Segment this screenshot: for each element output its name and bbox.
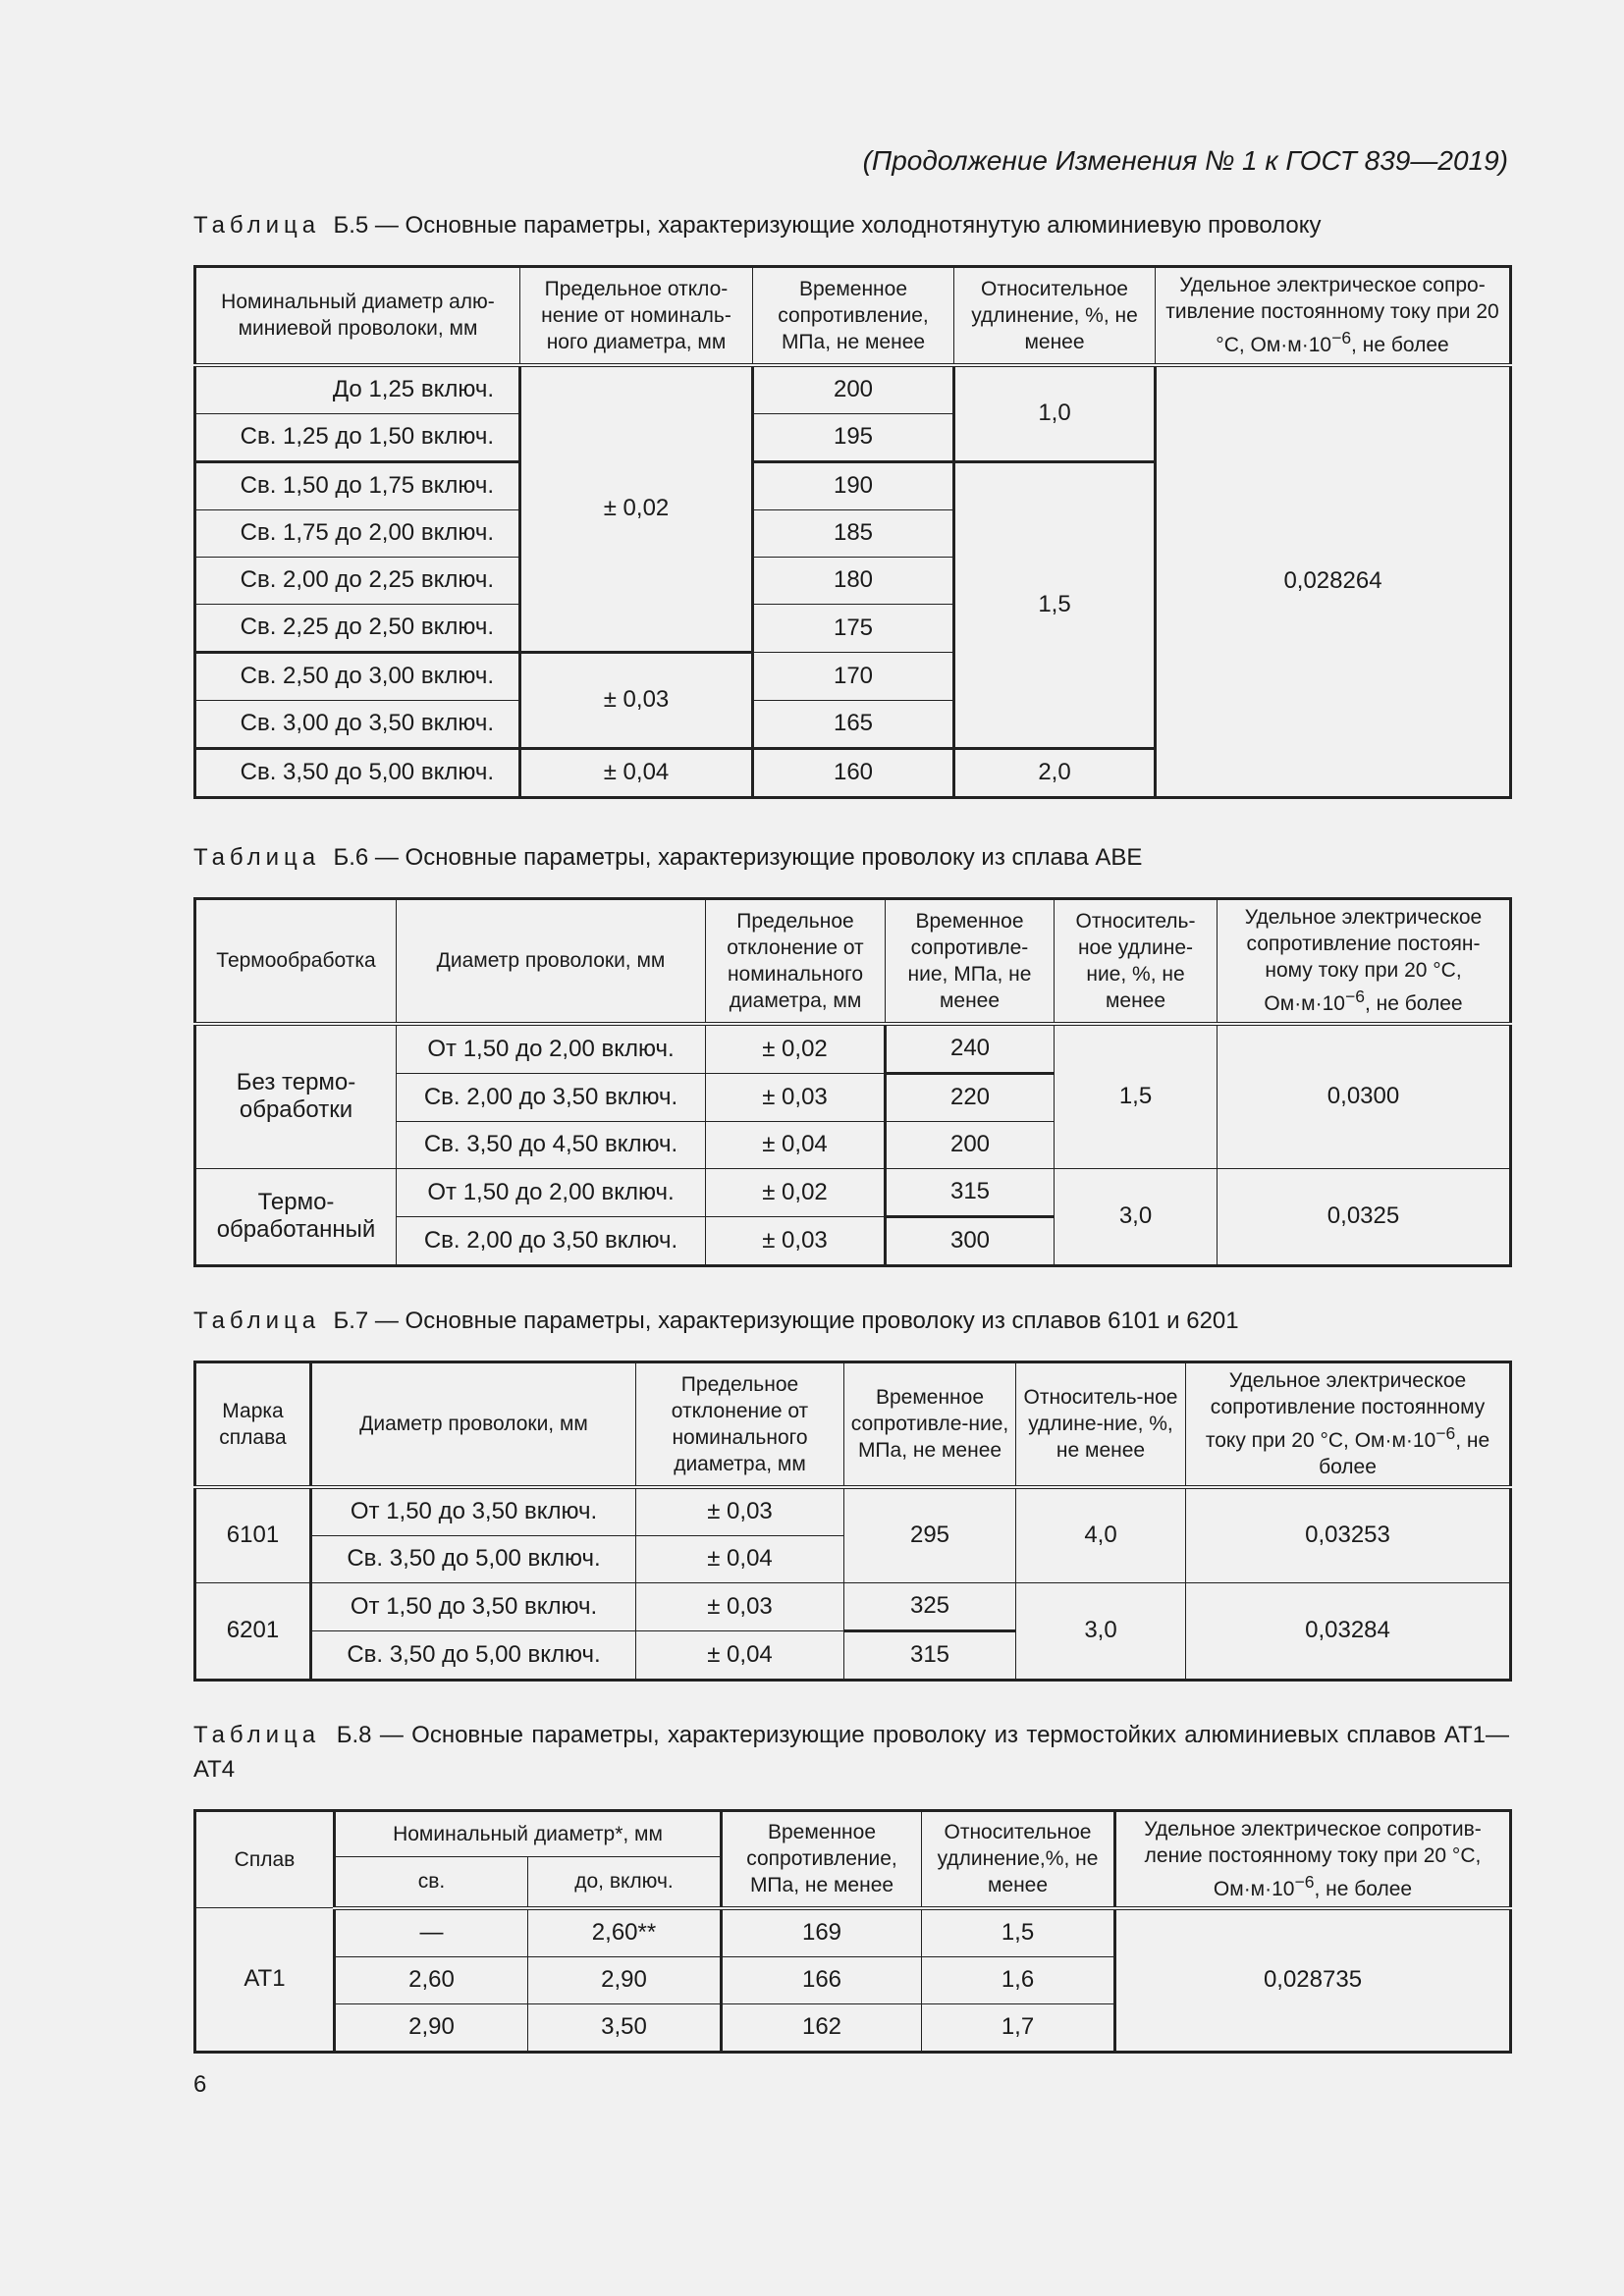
- elongation-cell: 3,0: [1055, 1168, 1218, 1265]
- deviation-cell: ± 0,03: [636, 1582, 844, 1630]
- elongation-cell: 1,0: [954, 365, 1156, 462]
- header-resistivity: Удельное электрическое сопротив-ление постоянному току при 20 °С, $Ом\cdot м\cdot 10^{-6}$, не более: [1115, 1811, 1511, 1908]
- strength-cell: 200: [753, 365, 954, 414]
- table-b7-caption: [193, 1304, 1239, 1338]
- header-strength: Временное сопротивле-ние, МПа, не менее: [886, 899, 1055, 1024]
- header-deviation: Предельное откло-нение от номиналь-ного диаметра, мм: [520, 267, 753, 365]
- strength-cell: 175: [753, 604, 954, 652]
- diameter-cell: Св. 2,00 до 2,25 включ.: [195, 557, 520, 604]
- deviation-cell: ± 0,04: [520, 748, 753, 797]
- diameter-cell: Св. 3,50 до 5,00 включ.: [311, 1630, 636, 1680]
- resistivity-cell: 0,0300: [1218, 1024, 1511, 1169]
- header-elongation: Относитель-ное удлине-ние, %, не менее: [1055, 899, 1218, 1024]
- strength-cell: 315: [844, 1630, 1016, 1680]
- header-deviation: Предельное отклонение от номинального диаметра, мм: [636, 1362, 844, 1487]
- header-elongation: Относительное удлинение,%, не менее: [922, 1811, 1115, 1908]
- elongation-cell: 4,0: [1016, 1487, 1186, 1583]
- resistivity-cell: 0,028264: [1156, 365, 1511, 798]
- diameter-cell: Св. 1,75 до 2,00 включ.: [195, 509, 520, 557]
- strength-cell: 200: [886, 1121, 1055, 1168]
- header-alloy: Сплав: [195, 1811, 335, 1908]
- to-cell: 2,90: [528, 1956, 722, 2003]
- grade-cell: 6201: [195, 1582, 311, 1680]
- table-b6: [193, 897, 1512, 1267]
- elongation-cell: 1,6: [922, 1956, 1115, 2003]
- diameter-cell: Св. 3,50 до 4,50 включ.: [397, 1121, 706, 1168]
- running-head: (Продолжение Изменения № 1 к ГОСТ 839—2019): [862, 145, 1508, 176]
- diameter-cell: Св. 3,50 до 5,00 включ.: [311, 1535, 636, 1582]
- deviation-cell: ± 0,02: [706, 1168, 886, 1216]
- diameter-cell: До 1,25 включ.: [195, 365, 520, 414]
- strength-cell: 325: [844, 1582, 1016, 1630]
- strength-cell: 295: [844, 1487, 1016, 1583]
- header-heat-treatment: Термообработка: [195, 899, 397, 1024]
- table-number: Б.8: [336, 1722, 372, 1748]
- header-diameter: Диаметр проволоки, мм: [397, 899, 706, 1024]
- header-strength: Временное сопротивление, МПа, не менее: [753, 267, 954, 365]
- table-b5: [193, 265, 1512, 799]
- header-grade: Марка сплава: [195, 1362, 311, 1487]
- table-word: Таблица: [193, 212, 321, 239]
- table-number: Б.5: [333, 212, 369, 239]
- table-word: Таблица: [193, 1308, 321, 1334]
- header-deviation: Предельное отклонение от номинального диаметра, мм: [706, 899, 886, 1024]
- from-cell: 2,60: [335, 1956, 528, 2003]
- strength-cell: 240: [886, 1024, 1055, 1074]
- diameter-cell: Св. 3,50 до 5,00 включ.: [195, 748, 520, 797]
- elongation-cell: 1,5: [1055, 1024, 1218, 1169]
- header-elongation: Относительное удлинение, %, не менее: [954, 267, 1156, 365]
- strength-cell: 160: [753, 748, 954, 797]
- deviation-cell: ± 0,04: [706, 1121, 886, 1168]
- deviation-cell: ± 0,04: [636, 1535, 844, 1582]
- strength-cell: 315: [886, 1168, 1055, 1216]
- from-cell: —: [335, 1908, 528, 1957]
- elongation-cell: 3,0: [1016, 1582, 1186, 1680]
- page-number: 6: [193, 2071, 207, 2098]
- strength-cell: 166: [722, 1956, 922, 2003]
- header-elongation: Относитель-ное удлине-ние, %, не менее: [1016, 1362, 1186, 1487]
- strength-cell: 195: [753, 413, 954, 461]
- table-b8-caption: [193, 1718, 1509, 1787]
- resistivity-cell: 0,0325: [1218, 1168, 1511, 1265]
- header-diameter: Номинальный диаметр алю-миниевой проволоки, мм: [195, 267, 520, 365]
- grade-cell: 6101: [195, 1487, 311, 1583]
- table-title: — Основные параметры, характеризующие проволоку из термостойких алюминиевых сплавов АТ1—АТ4: [193, 1722, 1510, 1783]
- table-word: Таблица: [193, 844, 321, 871]
- diameter-cell: Св. 1,25 до 1,50 включ.: [195, 413, 520, 461]
- diameter-cell: Св. 2,25 до 2,50 включ.: [195, 604, 520, 652]
- group-cell: Термо-обработанный: [195, 1168, 397, 1265]
- header-to: до, включ.: [528, 1857, 722, 1908]
- elongation-cell: 2,0: [954, 748, 1156, 797]
- table-title: — Основные параметры, характеризующие проволоку из сплава АВЕ: [374, 844, 1143, 871]
- table-title: — Основные параметры, характеризующие проволоку из сплавов 6101 и 6201: [374, 1308, 1239, 1334]
- table-b8: [193, 1809, 1512, 2054]
- elongation-cell: 1,5: [922, 1908, 1115, 1957]
- header-strength: Временное сопротивление, МПа, не менее: [722, 1811, 922, 1908]
- elongation-cell: 1,5: [954, 461, 1156, 748]
- strength-cell: 220: [886, 1073, 1055, 1121]
- strength-cell: 169: [722, 1908, 922, 1957]
- strength-cell: 170: [753, 652, 954, 700]
- resistivity-cell: 0,028735: [1115, 1908, 1511, 2053]
- strength-cell: 180: [753, 557, 954, 604]
- deviation-cell: ± 0,02: [706, 1024, 886, 1074]
- resistivity-cell: 0,03284: [1186, 1582, 1511, 1680]
- strength-cell: 162: [722, 2003, 922, 2052]
- diameter-cell: Св. 3,00 до 3,50 включ.: [195, 700, 520, 748]
- group-cell: Без термо-обработки: [195, 1024, 397, 1169]
- table-word: Таблица: [193, 1722, 321, 1748]
- table-b7: [193, 1361, 1512, 1682]
- table-number: Б.6: [333, 844, 369, 871]
- strength-cell: 190: [753, 461, 954, 509]
- table-b5-caption: [193, 208, 1322, 242]
- deviation-cell: ± 0,04: [636, 1630, 844, 1680]
- deviation-cell: ± 0,03: [706, 1073, 886, 1121]
- strength-cell: 185: [753, 509, 954, 557]
- header-resistivity: Удельное электрическое сопро-тивление постоянному току при 20 °С, $Ом\cdot м\cdot 10^{-6}$, не более: [1156, 267, 1511, 365]
- diameter-cell: Св. 2,00 до 3,50 включ.: [397, 1216, 706, 1265]
- to-cell: 2,60**: [528, 1908, 722, 1957]
- header-strength: Временное сопротивле-ние, МПа, не менее: [844, 1362, 1016, 1487]
- resistivity-cell: 0,03253: [1186, 1487, 1511, 1583]
- deviation-cell: ± 0,03: [520, 652, 753, 748]
- diameter-cell: От 1,50 до 2,00 включ.: [397, 1168, 706, 1216]
- header-resistivity: Удельное электрическое сопротивление постоян-ному току при 20 °С, $Ом\cdot м\cdot 10^{-6}$, не более: [1218, 899, 1511, 1024]
- deviation-cell: ± 0,02: [520, 365, 753, 653]
- header-nominal-diameter: Номинальный диаметр*, мм: [335, 1811, 722, 1857]
- strength-cell: 300: [886, 1216, 1055, 1265]
- header-from: св.: [335, 1857, 528, 1908]
- table-title: — Основные параметры, характеризующие холоднотянутую алюминиевую проволоку: [374, 212, 1322, 239]
- elongation-cell: 1,7: [922, 2003, 1115, 2052]
- diameter-cell: От 1,50 до 2,00 включ.: [397, 1024, 706, 1074]
- to-cell: 3,50: [528, 2003, 722, 2052]
- header-resistivity: Удельное электрическое сопротивление постоянному току при 20 °С, $Ом\cdot м\cdot 10^{-6}$, не более: [1186, 1362, 1511, 1487]
- deviation-cell: ± 0,03: [706, 1216, 886, 1265]
- table-b6-caption: [193, 840, 1142, 875]
- strength-cell: 165: [753, 700, 954, 748]
- diameter-cell: От 1,50 до 3,50 включ.: [311, 1487, 636, 1536]
- header-diameter: Диаметр проволоки, мм: [311, 1362, 636, 1487]
- diameter-cell: Св. 2,50 до 3,00 включ.: [195, 652, 520, 700]
- diameter-cell: От 1,50 до 3,50 включ.: [311, 1582, 636, 1630]
- from-cell: 2,90: [335, 2003, 528, 2052]
- diameter-cell: Св. 1,50 до 1,75 включ.: [195, 461, 520, 509]
- diameter-cell: Св. 2,00 до 3,50 включ.: [397, 1073, 706, 1121]
- deviation-cell: ± 0,03: [636, 1487, 844, 1536]
- alloy-cell: АТ1: [195, 1908, 335, 2053]
- table-number: Б.7: [333, 1308, 369, 1334]
